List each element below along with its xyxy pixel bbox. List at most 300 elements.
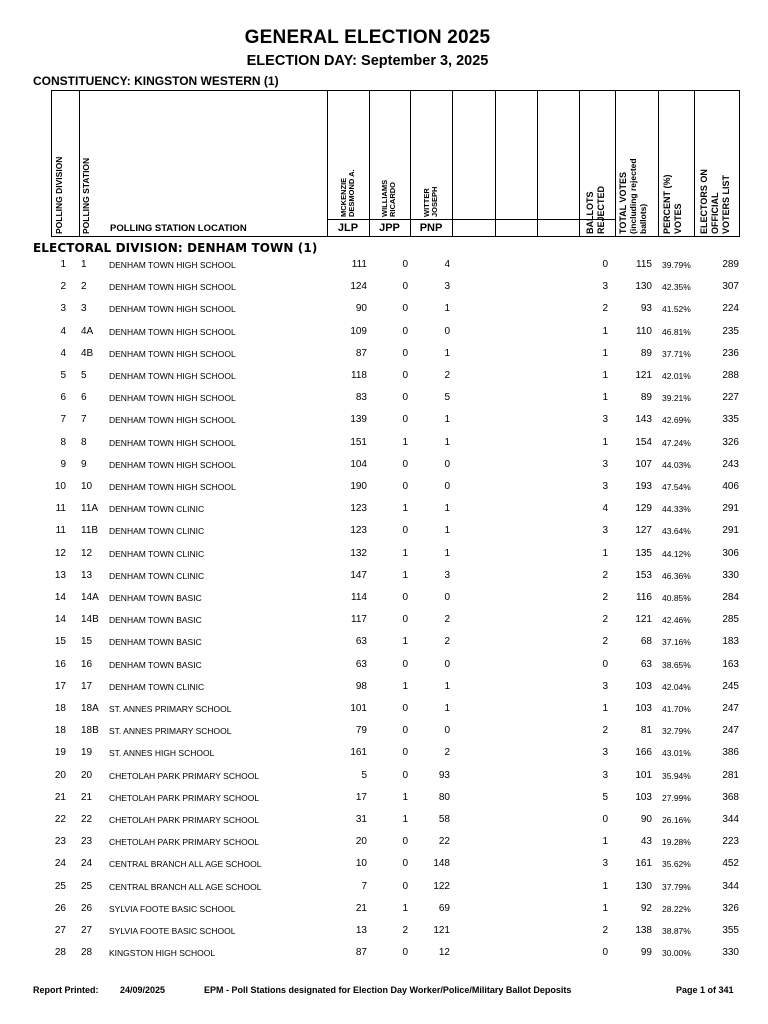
electors-cell: 223: [722, 836, 739, 848]
jpp-votes-cell: 0: [402, 392, 408, 404]
percent-votes-header: PERCENT (%): [662, 174, 672, 234]
table-row: [0, 524, 768, 538]
jlp-votes-cell: 79: [355, 725, 367, 737]
total-votes-cell: 135: [635, 547, 652, 559]
jlp-votes-cell: 161: [350, 747, 367, 759]
jpp-votes-cell: 1: [402, 680, 408, 692]
percent-cell: 47.24%: [662, 437, 691, 448]
polling-station-cell: 10: [81, 481, 93, 492]
polling-division-cell: 27: [54, 925, 66, 936]
location-cell: DENHAM TOWN BASIC: [109, 615, 202, 626]
jlp-votes-cell: 83: [355, 392, 367, 404]
jpp-votes-cell: 0: [402, 458, 408, 470]
jlp-votes-cell: 117: [351, 614, 367, 626]
jlp-votes-cell: 98: [355, 680, 367, 692]
rejected-cell: 1: [602, 836, 608, 848]
jpp-votes-cell: 1: [402, 902, 408, 914]
pnp-votes-cell: 1: [444, 680, 450, 692]
polling-station-cell: 11A: [81, 503, 99, 515]
percent-cell: 32.79%: [662, 726, 691, 737]
jpp-votes-cell: 0: [402, 769, 408, 781]
electors-cell: 306: [722, 547, 739, 559]
polling-division-cell: 2: [60, 281, 66, 293]
location-cell: DENHAM TOWN HIGH SCHOOL: [109, 459, 236, 470]
polling-station-cell: 11B: [81, 525, 99, 537]
table-row: [0, 391, 768, 405]
electors-header: OFFICIAL: [710, 192, 720, 234]
polling-station-cell: 17: [81, 680, 93, 692]
rejected-cell: 3: [602, 281, 608, 293]
table-row: [0, 613, 768, 627]
location-cell: CHETOLAH PARK PRIMARY SCHOOL: [109, 837, 260, 848]
rejected-cell: 2: [602, 592, 608, 603]
jlp-votes-cell: 13: [355, 925, 367, 936]
jlp-votes-cell: 20: [355, 836, 367, 848]
rejected-cell: 1: [602, 325, 608, 337]
divider: [452, 91, 453, 236]
jlp-votes-cell: 132: [350, 547, 367, 559]
rejected-cell: 0: [602, 947, 608, 959]
polling-division-cell: 7: [60, 414, 66, 426]
jpp-votes-cell: 0: [402, 259, 408, 270]
polling-station-cell: 18B: [81, 725, 99, 737]
party-pnp: PNP: [419, 222, 443, 234]
rejected-cell: 1: [602, 347, 608, 359]
location-cell: DENHAM TOWN BASIC: [109, 659, 202, 670]
rejected-cell: 1: [602, 703, 608, 714]
divider: [694, 91, 695, 236]
polling-station-cell: 28: [81, 947, 93, 959]
polling-division-cell: 24: [54, 858, 66, 870]
total-votes-cell: 121: [635, 614, 652, 626]
pnp-votes-cell: 80: [438, 791, 450, 803]
jlp-votes-cell: 139: [350, 414, 367, 426]
election-day: ELECTION DAY: September 3, 2025: [246, 53, 489, 69]
table-row: [0, 258, 768, 272]
electors-cell: 284: [722, 592, 739, 603]
location-cell: DENHAM TOWN HIGH SCHOOL: [109, 415, 236, 426]
jlp-votes-cell: 190: [350, 481, 367, 492]
polling-division-cell: 18: [54, 725, 66, 737]
location-cell: DENHAM TOWN CLINIC: [109, 681, 205, 692]
polling-division-cell: 11: [55, 525, 66, 537]
jpp-votes-cell: 0: [402, 858, 408, 870]
jlp-votes-cell: 123: [350, 525, 367, 537]
rejected-cell: 4: [602, 503, 608, 515]
total-votes-cell: 193: [635, 481, 652, 492]
jlp-votes-cell: 124: [350, 281, 367, 293]
table-row: [0, 347, 768, 361]
location-cell: DENHAM TOWN HIGH SCHOOL: [109, 260, 236, 270]
table-row: [0, 480, 768, 494]
location-cell: DENHAM TOWN CLINIC: [109, 504, 205, 515]
rejected-cell: 3: [602, 481, 608, 492]
candidate-name-line1: WITTER: [422, 188, 431, 217]
electors-cell: 335: [722, 414, 739, 426]
table-row: [0, 547, 768, 561]
polling-division-cell: 21: [54, 791, 66, 803]
jlp-votes-cell: 118: [351, 370, 367, 381]
rejected-cell: 1: [602, 436, 608, 448]
pnp-votes-cell: 1: [444, 547, 450, 559]
footer-note: EPM - Poll Stations designated for Election Day Worker/Police/Military Ballot Deposits: [204, 985, 572, 995]
total-votes-cell: 89: [640, 347, 652, 359]
polling-division-cell: 17: [54, 680, 66, 692]
polling-station-cell: 8: [81, 436, 87, 448]
jpp-votes-cell: 1: [402, 569, 408, 581]
rejected-cell: 1: [602, 547, 608, 559]
rejected-cell: 3: [602, 769, 608, 781]
location-cell: SYLVIA FOOTE BASIC SCHOOL: [109, 926, 236, 936]
constituency-label: CONSTITUENCY: KINGSTON WESTERN (1): [33, 74, 279, 88]
electors-cell: 285: [722, 614, 739, 626]
polling-division-cell: 22: [54, 814, 66, 825]
percent-cell: 42.04%: [662, 681, 691, 692]
polling-station-cell: 14B: [81, 614, 99, 626]
table-row: [0, 591, 768, 605]
polling-station-header: POLLING STATION: [81, 157, 91, 234]
polling-station-cell: 15: [81, 636, 93, 648]
electors-cell: 307: [722, 281, 739, 293]
divider: [495, 91, 496, 236]
total-votes-header: TOTAL VOTES: [618, 171, 628, 234]
electors-cell: 355: [722, 925, 739, 936]
polling-division-cell: 10: [54, 481, 66, 492]
report-printed-date: 24/09/2025: [120, 985, 166, 995]
candidate-name-line1: WILLIAMS: [380, 179, 389, 217]
table-row: [0, 280, 768, 294]
jlp-votes-cell: 10: [355, 858, 367, 870]
polling-station-cell: 21: [81, 791, 93, 803]
percent-cell: 42.46%: [662, 615, 691, 626]
table-row: [0, 458, 768, 472]
polling-station-cell: 4A: [81, 325, 94, 337]
location-cell: DENHAM TOWN BASIC: [109, 593, 202, 603]
jpp-votes-cell: 0: [402, 592, 408, 603]
pnp-votes-cell: 2: [444, 614, 450, 626]
electors-cell: 344: [722, 880, 739, 892]
electors-cell: 235: [722, 325, 739, 337]
divider: [410, 91, 411, 236]
percent-cell: 47.54%: [662, 482, 691, 492]
pnp-votes-cell: 121: [433, 925, 450, 936]
jpp-votes-cell: 0: [402, 703, 408, 714]
jlp-votes-cell: 17: [355, 791, 367, 803]
total-votes-cell: 81: [640, 725, 652, 737]
percent-cell: 35.62%: [662, 859, 691, 870]
table-row: [0, 569, 768, 583]
jlp-votes-cell: 151: [350, 436, 367, 448]
pnp-votes-cell: 0: [444, 658, 450, 670]
pnp-votes-cell: 2: [444, 370, 450, 381]
percent-cell: 35.94%: [662, 770, 691, 781]
pnp-votes-cell: 93: [438, 769, 450, 781]
table-row: [0, 724, 768, 738]
table-row: [0, 880, 768, 894]
table-row: [0, 369, 768, 383]
percent-cell: 40.85%: [662, 593, 691, 603]
electors-header: VOTERS LIST: [721, 174, 731, 234]
electors-cell: 326: [722, 902, 739, 914]
electors-cell: 330: [722, 569, 739, 581]
percent-cell: 39.21%: [662, 393, 691, 404]
electors-cell: 406: [722, 481, 739, 492]
percent-cell: 39.79%: [662, 260, 691, 270]
rejected-cell: 1: [602, 370, 608, 381]
location-cell: CENTRAL BRANCH ALL AGE SCHOOL: [109, 881, 262, 892]
jpp-votes-cell: 0: [402, 281, 408, 293]
location-cell: DENHAM TOWN CLINIC: [109, 570, 205, 581]
polling-division-cell: 25: [54, 880, 66, 892]
jlp-votes-cell: 90: [355, 303, 367, 315]
total-votes-cell: 138: [635, 925, 652, 936]
table-row: [0, 924, 768, 938]
percent-cell: 26.16%: [662, 815, 691, 825]
polling-station-cell: 7: [81, 414, 87, 426]
divider: [615, 91, 616, 236]
polling-station-cell: 2: [81, 281, 87, 293]
jpp-votes-cell: 1: [402, 436, 408, 448]
pnp-votes-cell: 0: [444, 325, 450, 337]
total-votes-cell: 93: [640, 303, 652, 315]
jpp-votes-cell: 1: [402, 547, 408, 559]
location-header: POLLING STATION LOCATION: [110, 223, 247, 234]
pnp-votes-cell: 1: [444, 436, 450, 448]
table-row: [0, 502, 768, 516]
jlp-votes-cell: 147: [350, 569, 367, 581]
percent-cell: 37.71%: [662, 348, 691, 359]
total-votes-cell: 107: [635, 458, 652, 470]
jlp-votes-cell: 7: [361, 880, 367, 892]
polling-division-cell: 3: [60, 303, 66, 315]
rejected-cell: 3: [602, 458, 608, 470]
polling-station-cell: 13: [81, 569, 93, 581]
total-votes-header: ballots): [638, 203, 648, 234]
pnp-votes-cell: 1: [444, 414, 450, 426]
table-row: [0, 813, 768, 827]
polling-division-cell: 11: [55, 503, 66, 515]
electors-cell: 183: [722, 636, 739, 648]
location-cell: DENHAM TOWN BASIC: [109, 637, 202, 648]
total-votes-cell: 110: [636, 325, 652, 337]
rejected-cell: 2: [602, 725, 608, 737]
pnp-votes-cell: 2: [444, 636, 450, 648]
electors-cell: 452: [722, 858, 739, 870]
percent-cell: 41.70%: [662, 704, 691, 714]
rejected-cell: 0: [602, 814, 608, 825]
jpp-votes-cell: 1: [402, 636, 408, 648]
table-row: [0, 680, 768, 694]
total-votes-cell: 43: [640, 836, 652, 848]
table-row: [0, 436, 768, 450]
ballots-rejected-header: REJECTED: [596, 185, 606, 234]
location-cell: DENHAM TOWN CLINIC: [109, 548, 205, 559]
location-cell: SYLVIA FOOTE BASIC SCHOOL: [109, 903, 236, 914]
rejected-cell: 2: [602, 925, 608, 936]
total-votes-cell: 63: [640, 658, 652, 670]
electors-cell: 386: [722, 747, 739, 759]
polling-station-cell: 4B: [81, 347, 94, 359]
electors-cell: 344: [722, 814, 739, 825]
location-cell: DENHAM TOWN HIGH SCHOOL: [109, 371, 236, 381]
polling-station-cell: 20: [81, 769, 93, 781]
location-cell: DENHAM TOWN HIGH SCHOOL: [109, 393, 236, 404]
percent-cell: 30.00%: [662, 948, 691, 959]
divider: [327, 91, 328, 236]
rejected-cell: 2: [602, 569, 608, 581]
table-row: [0, 946, 768, 960]
location-cell: DENHAM TOWN HIGH SCHOOL: [109, 348, 236, 359]
pnp-votes-cell: 22: [438, 836, 450, 848]
polling-division-cell: 13: [54, 569, 66, 581]
party-jpp: JPP: [379, 222, 400, 234]
location-cell: ST. ANNES HIGH SCHOOL: [109, 748, 215, 759]
jpp-votes-cell: 0: [402, 370, 408, 381]
jpp-votes-cell: 1: [402, 791, 408, 803]
total-votes-cell: 161: [635, 858, 652, 870]
percent-cell: 42.01%: [662, 371, 691, 381]
total-votes-cell: 130: [635, 281, 652, 293]
jpp-votes-cell: 0: [402, 725, 408, 737]
table-row: [0, 702, 768, 716]
pnp-votes-cell: 0: [444, 592, 450, 603]
jpp-votes-cell: 0: [402, 747, 408, 759]
polling-division-cell: 8: [60, 436, 66, 448]
electors-cell: 224: [722, 303, 739, 315]
percent-cell: 43.64%: [662, 526, 691, 537]
polling-division-cell: 1: [60, 259, 66, 270]
jpp-votes-cell: 0: [402, 303, 408, 315]
jpp-votes-cell: 0: [402, 658, 408, 670]
electors-cell: 236: [722, 347, 739, 359]
polling-division-cell: 28: [54, 947, 66, 959]
percent-cell: 27.99%: [662, 792, 691, 803]
polling-division-cell: 6: [60, 392, 66, 404]
total-votes-cell: 130: [635, 880, 652, 892]
jpp-votes-cell: 2: [402, 925, 408, 936]
percent-cell: 44.03%: [662, 459, 691, 470]
jlp-votes-cell: 104: [350, 458, 367, 470]
total-votes-cell: 101: [635, 769, 652, 781]
divider: [537, 91, 538, 236]
total-votes-cell: 115: [636, 259, 652, 270]
table-row: [0, 413, 768, 427]
table-row: [0, 857, 768, 871]
jlp-votes-cell: 87: [355, 947, 367, 959]
location-cell: DENHAM TOWN HIGH SCHOOL: [109, 437, 236, 448]
total-votes-cell: 89: [640, 392, 652, 404]
pnp-votes-cell: 2: [444, 747, 450, 759]
percent-cell: 43.01%: [662, 748, 691, 759]
location-cell: DENHAM TOWN CLINIC: [109, 526, 205, 537]
jlp-votes-cell: 63: [355, 658, 367, 670]
divider: [579, 91, 580, 236]
jpp-votes-cell: 0: [402, 347, 408, 359]
electors-cell: 245: [722, 680, 739, 692]
percent-cell: 28.22%: [662, 903, 691, 914]
pnp-votes-cell: 1: [444, 703, 450, 714]
jlp-votes-cell: 109: [350, 325, 367, 337]
jlp-votes-cell: 123: [350, 503, 367, 515]
jpp-votes-cell: 0: [402, 614, 408, 626]
electors-cell: 247: [722, 703, 739, 714]
polling-division-header: POLLING DIVISION: [54, 156, 64, 234]
polling-station-cell: 25: [81, 880, 93, 892]
rejected-cell: 1: [602, 392, 608, 404]
jpp-votes-cell: 0: [402, 836, 408, 848]
jpp-votes-cell: 0: [402, 880, 408, 892]
pnp-votes-cell: 122: [433, 880, 450, 892]
electors-cell: 330: [722, 947, 739, 959]
table-row: [0, 658, 768, 672]
total-votes-cell: 90: [640, 814, 652, 825]
location-cell: DENHAM TOWN HIGH SCHOOL: [109, 482, 236, 492]
polling-division-cell: 9: [60, 458, 66, 470]
polling-station-cell: 24: [81, 858, 93, 870]
pnp-votes-cell: 12: [438, 947, 450, 959]
table-header: [51, 90, 740, 237]
location-cell: CHETOLAH PARK PRIMARY SCHOOL: [109, 770, 260, 781]
electors-cell: 281: [722, 769, 739, 781]
table-row: [0, 791, 768, 805]
electors-cell: 227: [722, 392, 739, 404]
jpp-votes-cell: 1: [402, 814, 408, 825]
electors-cell: 291: [722, 525, 739, 537]
total-votes-cell: 143: [635, 414, 652, 426]
polling-division-cell: 4: [60, 325, 66, 337]
total-votes-cell: 103: [635, 791, 652, 803]
candidate-name-line1: MCKENZIE: [339, 177, 348, 217]
rejected-cell: 1: [602, 902, 608, 914]
rejected-cell: 2: [602, 303, 608, 315]
location-cell: CHETOLAH PARK PRIMARY SCHOOL: [109, 815, 260, 825]
polling-division-cell: 23: [54, 836, 66, 848]
pnp-votes-cell: 69: [438, 902, 450, 914]
divider: [369, 91, 370, 236]
jlp-votes-cell: 114: [351, 592, 367, 603]
percent-cell: 46.81%: [662, 326, 691, 337]
polling-division-cell: 16: [54, 658, 66, 670]
polling-station-cell: 26: [81, 902, 93, 914]
rejected-cell: 0: [602, 658, 608, 670]
rejected-cell: 3: [602, 747, 608, 759]
polling-station-cell: 23: [81, 836, 93, 848]
candidate-name-line2: DESMOND A.: [347, 169, 356, 217]
jpp-votes-cell: 0: [402, 325, 408, 337]
location-cell: CHETOLAH PARK PRIMARY SCHOOL: [109, 792, 260, 803]
electoral-division-label: ELECTORAL DIVISION: DENHAM TOWN (1): [33, 241, 318, 255]
polling-station-cell: 5: [81, 370, 87, 381]
polling-station-cell: 22: [81, 814, 93, 825]
table-row: [0, 902, 768, 916]
pnp-votes-cell: 1: [444, 503, 450, 515]
percent-cell: 38.65%: [662, 659, 691, 670]
total-votes-cell: 103: [635, 703, 652, 714]
electors-cell: 289: [722, 259, 739, 270]
pnp-votes-cell: 0: [444, 725, 450, 737]
percent-cell: 37.79%: [662, 881, 691, 892]
percent-cell: 37.16%: [662, 637, 691, 648]
location-cell: DENHAM TOWN HIGH SCHOOL: [109, 282, 236, 293]
percent-cell: 38.87%: [662, 926, 691, 936]
candidate-name-line2: JOSEPH: [430, 186, 439, 217]
location-cell: ST. ANNES PRIMARY SCHOOL: [109, 704, 232, 714]
polling-station-cell: 16: [81, 658, 93, 670]
table-row: [0, 769, 768, 783]
polling-division-cell: 18: [54, 703, 66, 714]
total-votes-header: (including rejected: [628, 158, 638, 234]
table-row: [0, 325, 768, 339]
